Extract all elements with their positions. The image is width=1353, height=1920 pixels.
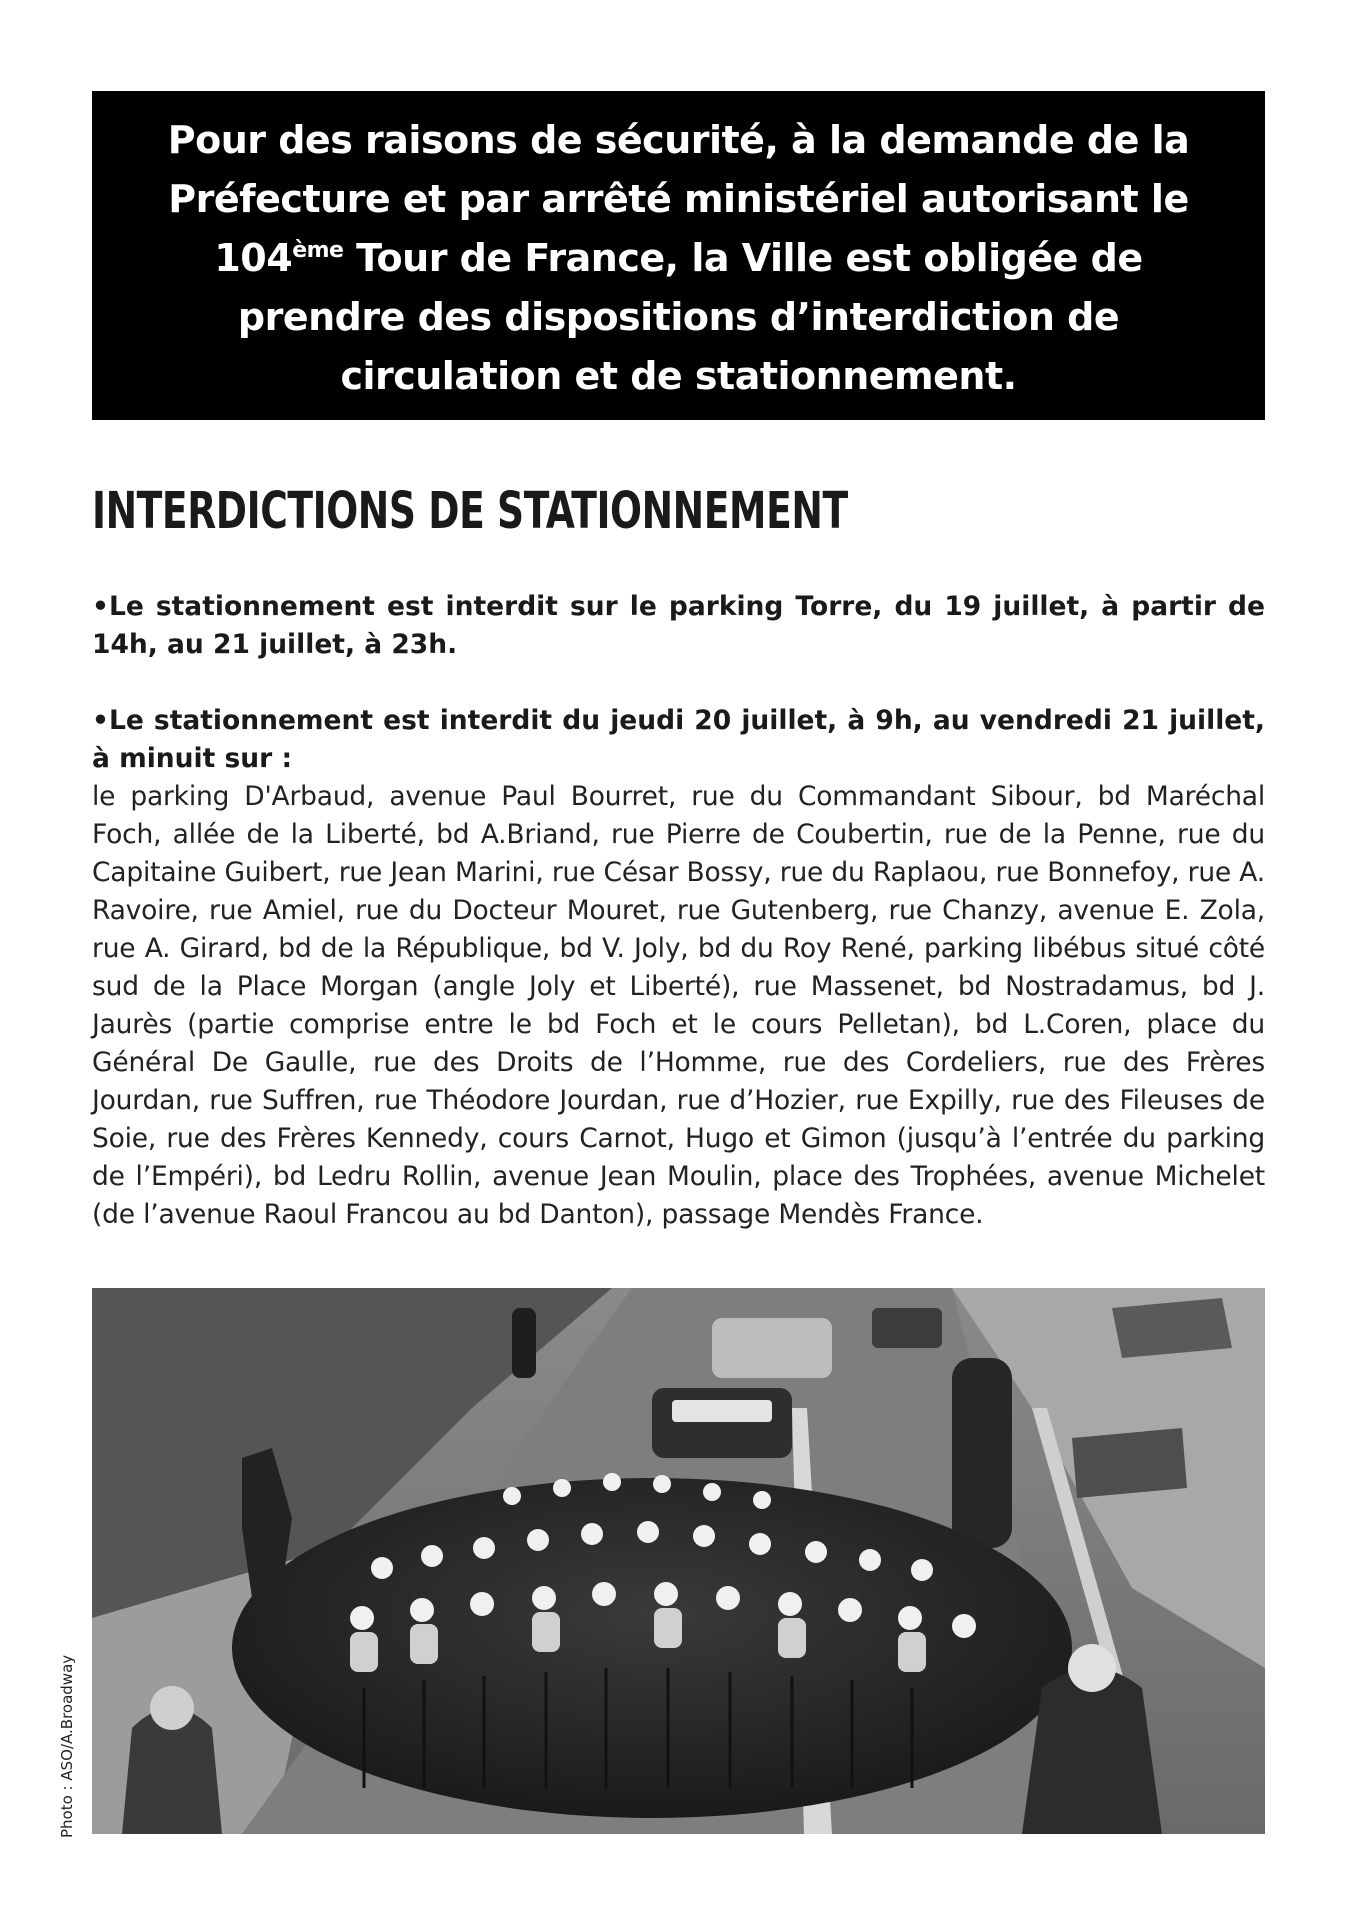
- motorbike-rider-helmet: [1068, 1644, 1116, 1692]
- lead-car-far: [712, 1318, 832, 1378]
- official-helmet: [150, 1686, 194, 1730]
- distant-car: [872, 1308, 942, 1348]
- streets-list: le parking D'Arbaud, avenue Paul Bourret, rue du Commandant Sibour, bd Maréchal Foch, allée de la Liberté, bd A.Briand, rue Pierre de Coubertin, rue de la Penne, rue du Capitaine Guibert, rue Jean Marini, rue César Bossy, rue du Raplaou, rue Bonnefoy, rue A. Ravoire, rue Amiel, rue du Docteur Mouret, rue Gutenberg, rue Chanzy, avenue E. Zola, rue A. Girard, bd de la République, bd V. Joly, bd du Roy René, parking libébus situé côté sud de la Place Morgan (angle Joly et Liberté), rue Massenet, bd Nostradamus, bd J. Jaurès (partie comprise entre le bd Foch et le cours Pelletan), bd L.Coren, place du Général De Gaulle, rue des Droits de l’Homme, rue des Cordeliers, rue des Frères Jourdan, rue Suffren, rue Théodore Jourdan, rue d’Hozier, rue Expilly, rue des Fileuses de Soie, rue des Frères Kennedy, cours Carnot, Hugo et Gimon (jusqu’à l’entrée du parking de l’Empéri), bd Ledru Rollin, avenue Jean Moulin, place des Trophées, avenue Michelet (de l’avenue Raoul Francou au bd Danton), passage Mendès France.: [92, 781, 1265, 1230]
- lead-car-windshield: [672, 1400, 772, 1422]
- motorbike-column: [952, 1358, 1012, 1548]
- banner-line-2: Préfecture et par arrêté ministériel autorisant le: [168, 177, 1189, 221]
- peloton-photo: [92, 1288, 1265, 1834]
- provence-flag-top: [1112, 1298, 1232, 1358]
- peloton-illustration: [92, 1288, 1265, 1834]
- motorbike-rider-foreground: [1022, 1668, 1162, 1834]
- safety-notice-banner: [92, 91, 1265, 420]
- banner-line-1: Pour des raisons de sécurité, à la demande de la: [167, 118, 1190, 162]
- tour-edition-number: 104: [214, 236, 293, 280]
- banner-line-4: prendre des dispositions d’interdiction de: [237, 295, 1120, 339]
- lead-car: [652, 1388, 792, 1458]
- parking-restrictions-text: [92, 588, 1265, 1234]
- tour-edition-suffix: ème: [292, 238, 344, 263]
- paragraph-spacer: [92, 664, 1265, 702]
- photo-credit: Photo : ASO/A.Broadway: [58, 1654, 76, 1838]
- banner-line-3: [132, 229, 1225, 288]
- banner-line-5: circulation et de stationnement.: [340, 354, 1017, 398]
- provence-flag-mid: [1072, 1428, 1187, 1498]
- streets-notice-lead: •Le stationnement est interdit du jeudi 20 juillet, à 9h, au vendredi 21 juillet, à minuit sur :: [92, 705, 1265, 774]
- spectator-road: [512, 1308, 536, 1378]
- section-heading: INTERDICTIONS DE STATIONNEMENT: [92, 482, 848, 541]
- parking-torre-notice: •Le stationnement est interdit sur le parking Torre, du 19 juillet, à partir de 14h, au 21 juillet, à 23h.: [92, 591, 1265, 660]
- banner-line-3-rest: Tour de France, la Ville est obligée de: [343, 236, 1143, 280]
